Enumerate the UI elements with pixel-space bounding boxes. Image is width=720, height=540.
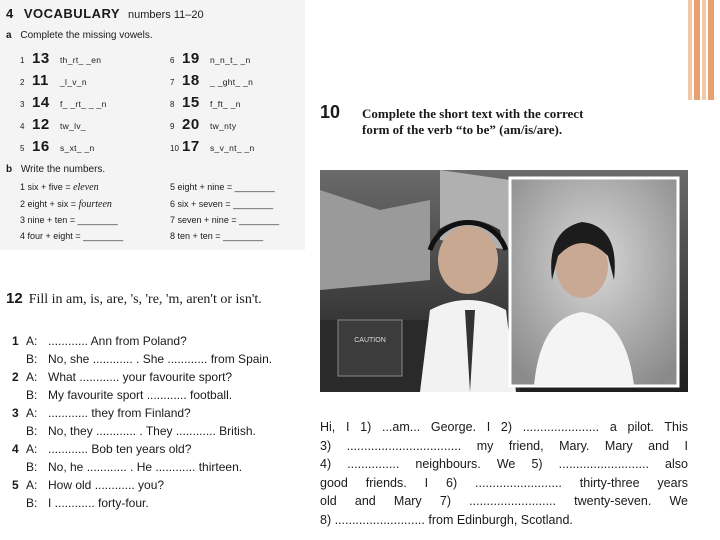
speaker-label: B:	[26, 388, 38, 402]
pilot-face	[438, 226, 498, 294]
instruction-line: Complete the short text with the correct	[362, 106, 584, 121]
sum-answer: ________	[233, 199, 274, 209]
sum-item	[20, 199, 112, 210]
item-number: 3	[20, 100, 25, 109]
vocabulary-title: VOCABULARY	[23, 6, 120, 21]
gapped-word: _ _ght_ _n	[210, 77, 254, 87]
sum-answer: eleven	[73, 182, 99, 193]
section-b-heading	[6, 164, 105, 175]
gapped-word: s_v_nt_ _n	[210, 143, 255, 153]
section-instruction: Complete the missing vowels.	[20, 30, 153, 41]
story-line: Hi, I 1) ...am... George. I 2) ...................... a pilot. This	[320, 420, 688, 434]
item-number: 2	[20, 78, 25, 87]
stripe	[688, 0, 692, 105]
sum-text: eight + nine =	[177, 182, 233, 192]
section-letter: b	[6, 164, 13, 175]
dialogue-line-b	[12, 352, 272, 366]
exercise-12	[0, 250, 320, 540]
dialogue-text: ............ Ann from Poland?	[48, 334, 187, 348]
dialogue-line-a	[12, 478, 164, 492]
caution-label: CAUTION	[354, 337, 386, 344]
dialogue-number: 2	[12, 370, 19, 384]
sum-text: seven + nine =	[177, 215, 237, 225]
gapped-word: n_n_t_ _n	[210, 55, 251, 65]
vowel-item	[170, 138, 255, 155]
gapped-word: s_xt_ _n	[60, 143, 95, 153]
vocabulary-subtitle: numbers 11–20	[128, 9, 204, 21]
sum-answer: ________	[83, 231, 124, 241]
numeral: 18	[182, 72, 200, 89]
item-number: 1	[20, 56, 25, 65]
sum-text: eight + six =	[27, 199, 77, 209]
gapped-word: th_rt_ _en	[60, 55, 102, 65]
story-line: old and Mary 7) ......................... twenty-seven. We	[320, 494, 688, 508]
numeral: 11	[32, 72, 49, 89]
sum-text: four + eight =	[27, 231, 81, 241]
vowel-item	[170, 116, 236, 133]
numeral: 17	[182, 138, 200, 155]
vowel-item	[170, 72, 253, 89]
numeral: 20	[182, 116, 200, 133]
item-number: 7	[170, 78, 175, 87]
sum-text: nine + ten =	[27, 215, 76, 225]
dialogue-line-b	[12, 424, 256, 438]
dialogue-text: My favourite sport ............ football.	[48, 388, 233, 402]
dialogue-text: What ............ your favourite sport?	[48, 370, 233, 384]
dialogue-text: I ............ forty-four.	[48, 496, 149, 510]
speaker-label: A:	[26, 334, 38, 348]
pilot-cockpit-photo	[320, 170, 688, 392]
stripe	[694, 0, 700, 105]
story-line: good friends. I 6) ......................... thirty-three years	[320, 475, 688, 490]
sum-answer: ________	[239, 215, 280, 225]
speaker-label: A:	[26, 406, 38, 420]
item-number: 7	[170, 215, 176, 225]
numeral: 16	[32, 138, 50, 155]
numeral: 19	[182, 50, 200, 67]
item-number: 10	[170, 144, 179, 153]
sum-item	[170, 231, 263, 241]
dialogue-text: No, they ............ . They ............ British.	[48, 424, 256, 438]
dialogue-text: ............ they from Finland?	[48, 406, 191, 420]
gapped-word: f_ft_ _n	[210, 99, 241, 109]
dialogue-number: 3	[12, 406, 19, 420]
sum-text: six + seven =	[177, 199, 231, 209]
exercise-number: 12	[6, 290, 23, 307]
dialogue-text: How old ............ you?	[48, 478, 165, 492]
item-number: 5	[20, 144, 25, 153]
sum-item	[20, 215, 118, 225]
dialogue-number: 1	[12, 334, 19, 348]
section-a-heading	[6, 30, 153, 41]
sum-answer: ________	[223, 231, 264, 241]
dialogue-line-b	[12, 388, 232, 402]
item-number: 2	[20, 199, 26, 209]
gapped-word: tw_nty	[210, 121, 237, 131]
speaker-label: B:	[26, 496, 38, 510]
dialogue-number: 5	[12, 478, 19, 492]
sum-item	[20, 182, 99, 193]
item-number: 8	[170, 100, 175, 109]
vowel-item	[20, 72, 87, 89]
story-line: 4) ............... neighbours. We 5) .......................... also	[320, 457, 688, 471]
vowel-item	[20, 50, 101, 67]
sum-answer: fourteen	[78, 199, 112, 210]
numeral: 12	[32, 116, 50, 133]
sum-answer: ________	[77, 215, 118, 225]
dialogue-line-a	[12, 442, 191, 456]
exercise-12-title	[6, 290, 262, 308]
item-number: 1	[20, 182, 26, 192]
sum-item	[170, 199, 273, 209]
numeral: 15	[182, 94, 200, 111]
story-line: 8) .......................... from Edinburgh, Scotland.	[320, 512, 573, 527]
sum-text: six + five =	[27, 182, 71, 192]
item-number: 5	[170, 182, 176, 192]
stripe	[702, 0, 706, 105]
dialogue-line-a	[12, 406, 191, 420]
sum-text: ten + ten =	[177, 231, 221, 241]
section-letter: a	[6, 30, 12, 41]
vocabulary-header	[6, 6, 204, 21]
gapped-word: tw_lv_	[60, 121, 86, 131]
vocabulary-panel	[0, 0, 305, 250]
dialogue-number: 4	[12, 442, 19, 456]
speaker-label: B:	[26, 424, 38, 438]
speaker-label: B:	[26, 460, 38, 474]
stripe	[708, 0, 714, 105]
item-number: 6	[170, 56, 175, 65]
sum-item	[20, 231, 123, 241]
speaker-label: A:	[26, 478, 38, 492]
exercise-instruction	[362, 106, 583, 138]
dialogue-line-a	[12, 334, 187, 348]
story-line: 3) ................................. my friend, Mary. Mary and I	[320, 438, 688, 453]
vowel-item	[20, 138, 95, 155]
gapped-word: f_ _rt_ _ _n	[60, 99, 107, 109]
item-number: 9	[170, 122, 175, 131]
sum-item	[170, 182, 275, 192]
vowel-item	[20, 116, 86, 133]
vowel-item	[20, 94, 107, 111]
instruction-line: form of the verb “to be” (am/is/are).	[362, 122, 563, 137]
dialogue-text: No, he ............ . He ............ thirteen.	[48, 460, 243, 474]
sum-answer: ________	[234, 182, 275, 192]
item-number: 4	[20, 122, 25, 131]
numeral: 14	[32, 94, 50, 111]
numeral: 13	[32, 50, 50, 67]
item-number: 4	[20, 231, 26, 241]
item-number: 3	[20, 215, 26, 225]
dialogue-line-a	[12, 370, 232, 384]
exercise-number: 10	[320, 102, 341, 122]
speaker-label: B:	[26, 352, 38, 366]
photo-illustration	[320, 170, 688, 392]
caution-placard	[338, 320, 402, 376]
vowel-item	[170, 50, 251, 67]
section-instruction: Write the numbers.	[20, 164, 106, 175]
dialogue-text: No, she ............ . She ............ from Spain.	[48, 352, 273, 366]
story-text	[320, 418, 688, 529]
sum-item	[170, 215, 279, 225]
exercise-instruction: Fill in am, is, are, 's, 're, 'm, aren't or isn't.	[28, 292, 262, 307]
dialogue-line-b	[12, 460, 242, 474]
speaker-label: A:	[26, 370, 38, 384]
dialogue-line-b	[12, 496, 149, 510]
exercise-number: 4	[6, 6, 14, 21]
item-number: 8	[170, 231, 176, 241]
exercise-10	[320, 100, 720, 540]
vowel-item	[170, 94, 241, 111]
item-number: 6	[170, 199, 176, 209]
gapped-word: _l_v_n	[60, 77, 87, 87]
dialogue-text: ............ Bob ten years old?	[48, 442, 192, 456]
speaker-label: A:	[26, 442, 38, 456]
